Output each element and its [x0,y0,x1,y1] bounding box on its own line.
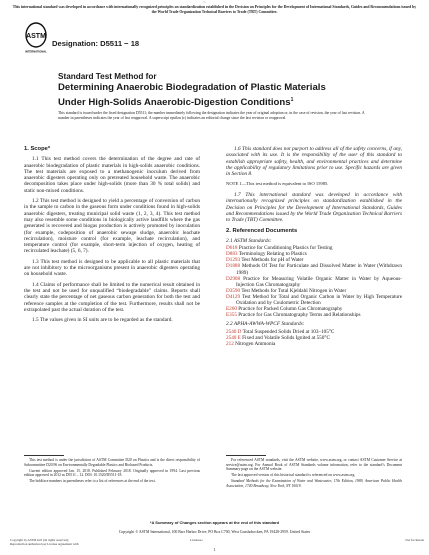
ref-link[interactable]: 2540 E [226,334,241,341]
ref-text: Practice for Conditioning Plastics for Testing [238,245,333,252]
astm-ref-item [226,263,402,275]
footnotes-right [226,458,402,490]
copyright-line: Copyright © ASTM International, 100 Barr Harbor Drive, PO Box C700, West Conshohocken, PA 19428-2959. United States [118,530,311,534]
ref-link[interactable]: 2540 D [226,328,242,335]
ref-link[interactable]: D4129 [226,293,241,300]
paragraph-1-2: 1.2 This test method is designed to yield a percentage of conversion of carbon in the sample to carbon in the gaseous form under conditions found in high-solids anaerobic digesters, treating municipal solid waste (1, 2, 3, 4). This test method may also resemble some conditions in biologically active landfills where the gas generated is recovered and biogas production is actively promoted by inoculation (for example, codeposition of anaerobic sewage sludge, anaerobic leachate recirculation), moisture control (for example, leachate recirculation), and temperature control (for example, short-term injection of oxygen, heating of recirculated leachate) (5, 6, 7). [24,198,200,255]
title-line-1: Standard Test Method for [58,72,157,81]
ref-link[interactable]: D2908 [226,275,241,282]
astm-ref-item [226,312,402,318]
right-column [226,146,402,347]
ref-text: Total Suspended Solids Dried at 103–105°C [242,328,335,335]
ref-link[interactable]: E355 [226,312,237,319]
footnote: This test method is under the jurisdiction of ASTM Committee D20 on Plastics and is the direct responsibility of Subcommittee D20.96 on Environmentally Degradable Plastics and Biobased Products. [24,458,200,467]
footnote: For referenced ASTM standards, visit the ASTM website, www.astm.org, or contact ASTM Customer Service at service@astm.org. For Annual Book of ASTM Standards volume information, refer to the standard’s Document Summary page on the ASTM website. [226,458,402,471]
ref-link[interactable]: D1888 [226,263,241,270]
paragraph-1-6: 1.6 This standard does not purport to address all of the safety concerns, if any, associated with its use. It is the responsibility of the user of this standard to establish appropriate safety, health, and environmental practices and determine the applicability of regulatory limitations prior to use. Specific hazards are given in Section 8. [226,146,402,178]
footnote: The last approved version of this historical standard is referenced on www.astm.org. [231,473,356,477]
issuance-note: This standard is issued under the fixed designation D5511; the number immediately following the designation indicates the year of original adoption or, in the case of revision, the year of last revision. A number in parentheses indicates the year of last reapproval. A superscript epsilon (ε) indicates an editorial change since the last revision or reapproval. [58,111,365,120]
paragraph-1-3: 1.3 This test method is designed to be applicable to all plastic materials that are not inhibitory to the microorganisms present in anaerobic digesters operating on household waste. [24,258,200,278]
ref-text: Test Methods for pH of Water [241,257,304,264]
title-footnote-mark: 1 [290,97,294,103]
referenced-documents-heading: 2. Referenced Documents [226,227,298,234]
summary-of-changes-note: *A Summary of Changes section appears at the end of this standard [149,520,280,525]
astm-ref-item [226,294,402,306]
ref-text: Test Methods for Total Kjeldahl Nitrogen in Water [241,287,347,294]
ref-text: Methods Of Test for Particulate and Dissolved Matter in Water (Withdrawn 1989) [236,263,403,276]
ref-text: Terminology Relating to Plastics [238,251,307,258]
ref-link[interactable]: D618 [226,245,238,252]
paragraph-1-5: 1.5 The values given in SI units are to be regarded as the standard. [32,317,173,324]
ref-text: Nitrogen Ammonia [235,340,276,347]
designation: Designation: D5511 − 18 [52,39,140,48]
ref-link[interactable]: D1293 [226,257,241,264]
paragraph-1-7: 1.7 This international standard was developed in accordance with internationally recognized principles on standardization established in the Decision on Principles for the Development of International Standards, Guides and Recommendations issued by the World Trade Organization Technical Barriers to Trade (TBT) Committee. [226,192,402,224]
logo-sub: INTERNATIONAL [25,50,47,54]
title-line-3 [58,94,378,109]
ref-text: Fixed and Volatile Solids Ignited at 550°C [242,334,330,341]
title-line-3-text: Under High-Solids Anaerobic-Digestion Conditions [58,97,291,109]
ref-text: Practice for Packed Column Gas Chromatography [238,306,343,313]
watermark: > [203,1,213,6]
footnotes-left [24,458,200,485]
footnote-rule-left [24,455,64,456]
footnote: Current edition approved Jan. 15, 2018. Published February 2018. Originally approved in 1994. Last previous edition approved in 2012 as D5511 – 12. DOI: 10.1520/D5511-18. [24,468,200,477]
left-column [24,146,200,327]
astm-ref-item [226,276,402,288]
note-1: NOTE 1—This test method is equivalent to ISO 15985. [226,181,329,187]
apha-ref-list [226,329,402,347]
license-center: Licensee= [190,538,204,542]
logo-text: ASTM [26,33,46,40]
footnote-rule-right [226,455,266,456]
astm-ref-list [226,245,402,318]
ref-text: Test Method for Total and Organic Carbon in Water by High Temperature Oxidation and by Coulometric Detection [236,293,403,306]
scope-heading: 1. Scope* [24,146,51,152]
apha-ref-item [226,341,402,347]
ref-link[interactable]: E260 [226,306,237,313]
license-left: Copyright by ASTM Int'l (all rights reserved); Reproduction authorized per License Agreement with [10,538,79,546]
page-number: 1 [213,547,216,552]
astm-logo-icon [24,22,48,54]
ref-link[interactable]: D883 [226,251,238,258]
footnote: The boldface numbers in parentheses refer to a list of references at the end of the text. [29,479,156,483]
paragraph-1-1: 1.1 This test method covers the determination of the degree and rate of anaerobic biodegradation of plastic materials in high-solids anaerobic conditions. The test materials are exposed to a methanogenic inoculum derived from anaerobic digesters operating only on pretreated household waste. The anaerobic decomposition takes place under high-solids (more than 30 % total solids) and static non-mixed conditions. [24,156,200,194]
ref-link[interactable]: 212 [226,340,234,347]
astm-standards-subhead: 2.1 ASTM Standards: [226,237,272,244]
wto-notice: This international standard was developed in accordance with internationally recognized principles on standardization established in the Decision on Principles for the Development of International Standards, Guides and Recommendations issued by the World Trade Organization Technical Barriers to Trade (TBT) Committee. [12,5,417,14]
paragraph-1-4: 1.4 Claims of performance shall be limited to the numerical result obtained in the test and not be used for unqualified “biodegradable” claims. Reports shall clearly state the percentage of net gaseous carbon generation for both the test and reference samples at the completion of the test. Furthermore, results shall not be extrapolated past the actual duration of the test. [24,281,200,313]
apha-standards-subhead: 2.2 APHA-AWWA-WPCF Standards: [226,321,305,328]
ref-link[interactable]: D3590 [226,287,241,294]
license-right: Not for Resale [405,538,424,542]
ref-text: Practice for Measuring Volatile Organic Matter in Water by Aqueous-Injection Gas Chromatography [236,275,403,288]
ref-text: Practice for Gas Chromatography Terms and Relationships [238,312,361,319]
title-line-2: Determining Anaerobic Biodegradation of Plastic Materials [58,82,326,93]
document-title [58,71,378,109]
footnote: Standard Methods for the Examination of Water and Wastewater, 17th Edition, 1989, American Public Health Association, 1740 Broadway, New York, NY 10019. [226,479,402,488]
